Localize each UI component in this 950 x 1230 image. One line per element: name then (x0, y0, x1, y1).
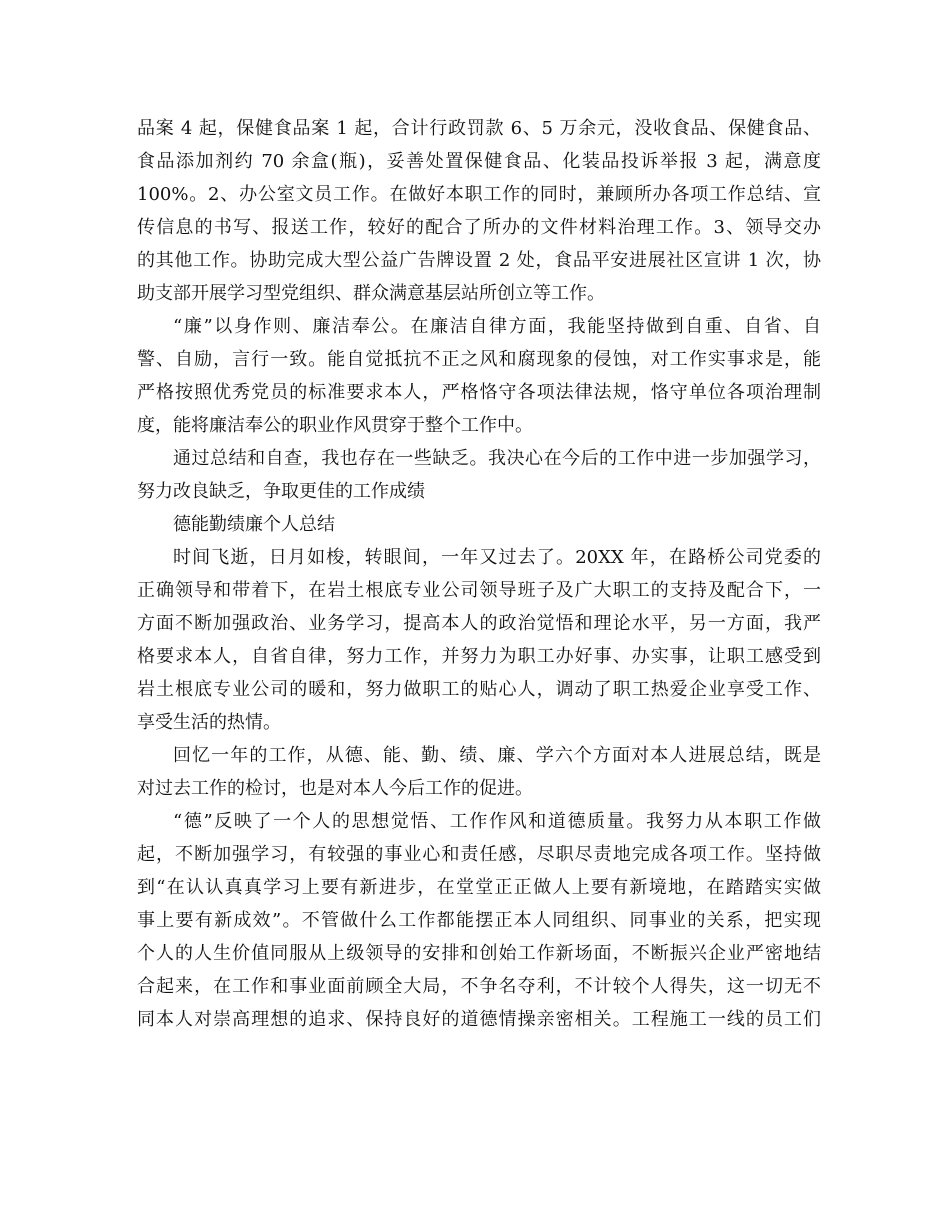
text-line: 德能勤绩廉个人总结 (173, 514, 335, 535)
text-line: 通过总结和自查，我也存在一些缺乏。我决心在今后的工作中进一步加强学习， (173, 448, 821, 469)
text-line: 起，不断加强学习，有较强的事业心和责任感，尽职尽责地完成各项工作。坚持做 (137, 844, 821, 865)
document-page (137, 112, 821, 1036)
text-line: 个人的人生价值同服从上级领导的安排和创始工作新场面，不断振兴企业严密地结 (137, 943, 821, 964)
text-line: 合起来，在工作和事业面前顾全大局，不争名夺利，不计较个人得失，这一切无不 (137, 976, 821, 997)
text-line: 食品添加剂约 70 余盒(瓶)，妥善处置保健食品、化装品投诉举报 3 起，满意度 (137, 151, 821, 172)
text-line: 享受生活的热情。 (137, 712, 281, 733)
text-line: 方面不断加强政治、业务学习，提高本人的政治觉悟和理论水平，另一方面，我严 (137, 613, 821, 634)
text-line: 助支部开展学习型党组织、群众满意基层站所创立等工作。 (137, 283, 605, 304)
text-line: “廉”以身作则、廉洁奉公。在廉洁自律方面，我能坚持做到自重、自省、自 (173, 316, 821, 337)
text-line: 努力改良缺乏，争取更佳的工作成绩 (137, 481, 425, 502)
text-line: 100%。2、办公室文员工作。在做好本职工作的同时，兼顾所办各项工作总结、宣 (137, 184, 821, 205)
text-line: 传信息的书写、报送工作，较好的配合了所办的文件材料治理工作。3、领导交办 (137, 217, 821, 238)
text-line: 时间飞逝，日月如梭，转眼间，一年又过去了。20XX 年，在路桥公司党委的 (173, 547, 821, 568)
text-line: 品案 4 起，保健食品案 1 起，合计行政罚款 6、5 万余元，没收食品、保健食品、 (137, 118, 821, 139)
text-line: 事上要有新成效”。不管做什么工作都能摆正本人同组织、同事业的关系，把实现 (137, 910, 821, 931)
text-line: 严格按照优秀党员的标准要求本人，严格恪守各项法律法规，恪守单位各项治理制 (137, 382, 821, 403)
text-line: 格要求本人，自省自律，努力工作，并努力为职工办好事、办实事，让职工感受到 (137, 646, 821, 667)
text-line: 岩土根底专业公司的暖和，努力做职工的贴心人，调动了职工热爱企业享受工作、 (137, 679, 821, 700)
text-line: 同本人对崇高理想的追求、保持良好的道德情操亲密相关。工程施工一线的员工们 (137, 1009, 821, 1030)
text-line: 警、自励，言行一致。能自觉抵抗不正之风和腐现象的侵蚀，对工作实事求是，能 (137, 349, 821, 370)
text-line: 对过去工作的检讨，也是对本人今后工作的促进。 (137, 778, 533, 799)
text-line: 回忆一年的工作，从德、能、勤、绩、廉、学六个方面对本人进展总结，既是 (173, 745, 821, 766)
text-line: 到“在认认真真学习上要有新进步，在堂堂正正做人上要有新境地，在踏踏实实做 (137, 877, 821, 898)
text-line: 度，能将廉洁奉公的职业作风贯穿于整个工作中。 (137, 415, 533, 436)
text-line: 的其他工作。协助完成大型公益广告牌设置 2 处，食品平安进展社区宣讲 1 次，协 (137, 250, 821, 271)
text-line: “德”反映了一个人的思想觉悟、工作作风和道德质量。我努力从本职工作做 (173, 811, 821, 832)
text-line: 正确领导和带着下，在岩土根底专业公司领导班子及广大职工的支持及配合下，一 (137, 580, 821, 601)
